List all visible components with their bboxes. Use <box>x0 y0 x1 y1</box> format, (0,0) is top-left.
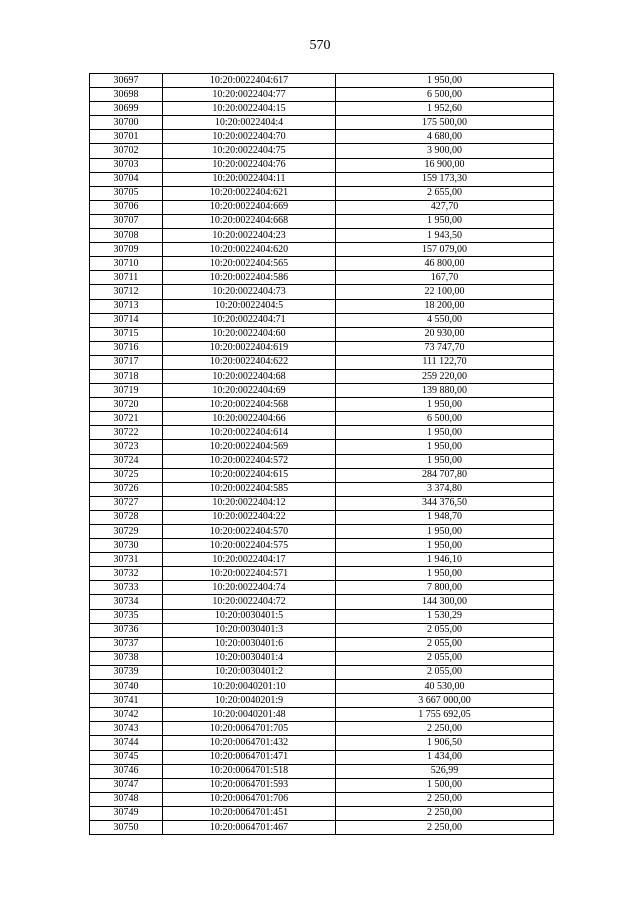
value-cell: 344 376,50 <box>336 496 554 510</box>
record-number-cell: 30744 <box>90 736 163 750</box>
cadastral-number-cell: 10:20:0022404:17 <box>163 553 336 567</box>
value-cell: 1 948,70 <box>336 510 554 524</box>
cadastral-number-cell: 10:20:0064701:467 <box>163 820 336 834</box>
cadastral-number-cell: 10:20:0022404:23 <box>163 229 336 243</box>
table-row <box>90 412 554 426</box>
cadastral-number-cell: 10:20:0022404:571 <box>163 567 336 581</box>
record-number-cell: 30716 <box>90 341 163 355</box>
cadastral-number-cell: 10:20:0022404:77 <box>163 88 336 102</box>
value-cell: 2 055,00 <box>336 665 554 679</box>
cadastral-number-cell: 10:20:0022404:614 <box>163 426 336 440</box>
table-row <box>90 665 554 679</box>
value-cell: 4 550,00 <box>336 313 554 327</box>
cadastral-number-cell: 10:20:0022404:620 <box>163 243 336 257</box>
table-row <box>90 750 554 764</box>
table-row <box>90 778 554 792</box>
table-row <box>90 102 554 116</box>
table-row <box>90 285 554 299</box>
cadastral-number-cell: 10:20:0030401:2 <box>163 665 336 679</box>
table-row <box>90 722 554 736</box>
value-cell: 1 906,50 <box>336 736 554 750</box>
record-number-cell: 30722 <box>90 426 163 440</box>
value-cell: 6 500,00 <box>336 412 554 426</box>
record-number-cell: 30701 <box>90 130 163 144</box>
table-row <box>90 144 554 158</box>
cadastral-number-cell: 10:20:0064701:471 <box>163 750 336 764</box>
cadastral-number-cell: 10:20:0040201:9 <box>163 694 336 708</box>
value-cell: 1 950,00 <box>336 525 554 539</box>
record-number-cell: 30724 <box>90 454 163 468</box>
record-number-cell: 30698 <box>90 88 163 102</box>
cadastral-number-cell: 10:20:0022404:71 <box>163 313 336 327</box>
record-number-cell: 30742 <box>90 708 163 722</box>
value-cell: 1 530,29 <box>336 609 554 623</box>
cadastral-number-cell: 10:20:0040201:48 <box>163 708 336 722</box>
table-row <box>90 398 554 412</box>
record-number-cell: 30736 <box>90 623 163 637</box>
table-row <box>90 214 554 228</box>
table-row <box>90 327 554 341</box>
table-row <box>90 623 554 637</box>
value-cell: 2 055,00 <box>336 637 554 651</box>
cadastral-number-cell: 10:20:0022404:617 <box>163 74 336 88</box>
value-cell: 2 655,00 <box>336 186 554 200</box>
record-number-cell: 30741 <box>90 694 163 708</box>
record-number-cell: 30739 <box>90 665 163 679</box>
record-number-cell: 30721 <box>90 412 163 426</box>
table-row <box>90 116 554 130</box>
table-row <box>90 482 554 496</box>
record-number-cell: 30738 <box>90 651 163 665</box>
record-number-cell: 30750 <box>90 820 163 834</box>
record-number-cell: 30708 <box>90 229 163 243</box>
value-cell: 259 220,00 <box>336 369 554 383</box>
record-number-cell: 30712 <box>90 285 163 299</box>
cadastral-number-cell: 10:20:0022404:70 <box>163 130 336 144</box>
record-number-cell: 30732 <box>90 567 163 581</box>
record-number-cell: 30729 <box>90 525 163 539</box>
table-row <box>90 299 554 313</box>
record-number-cell: 30710 <box>90 257 163 271</box>
cadastral-number-cell: 10:20:0022404:568 <box>163 398 336 412</box>
record-number-cell: 30743 <box>90 722 163 736</box>
table-row <box>90 229 554 243</box>
table-row <box>90 369 554 383</box>
value-cell: 1 950,00 <box>336 440 554 454</box>
value-cell: 1 950,00 <box>336 74 554 88</box>
value-cell: 1 950,00 <box>336 398 554 412</box>
table-row <box>90 792 554 806</box>
cadastral-number-cell: 10:20:0022404:75 <box>163 144 336 158</box>
value-cell: 1 950,00 <box>336 214 554 228</box>
page-number: 570 <box>309 38 331 53</box>
cadastral-number-cell: 10:20:0022404:615 <box>163 468 336 482</box>
cadastral-number-cell: 10:20:0022404:68 <box>163 369 336 383</box>
table-row <box>90 510 554 524</box>
value-cell: 3 900,00 <box>336 144 554 158</box>
value-cell: 2 250,00 <box>336 820 554 834</box>
cadastral-number-cell: 10:20:0064701:705 <box>163 722 336 736</box>
cadastral-number-cell: 10:20:0022404:12 <box>163 496 336 510</box>
value-cell: 18 200,00 <box>336 299 554 313</box>
table-row <box>90 257 554 271</box>
table-row <box>90 88 554 102</box>
cadastral-number-cell: 10:20:0022404:5 <box>163 299 336 313</box>
record-number-cell: 30723 <box>90 440 163 454</box>
record-number-cell: 30713 <box>90 299 163 313</box>
table-row <box>90 567 554 581</box>
value-cell: 4 680,00 <box>336 130 554 144</box>
value-cell: 22 100,00 <box>336 285 554 299</box>
cadastral-number-cell: 10:20:0022404:570 <box>163 525 336 539</box>
value-cell: 1 950,00 <box>336 426 554 440</box>
cadastral-number-cell: 10:20:0040201:10 <box>163 680 336 694</box>
cadastral-number-cell: 10:20:0022404:72 <box>163 595 336 609</box>
record-number-cell: 30718 <box>90 369 163 383</box>
record-number-cell: 30707 <box>90 214 163 228</box>
record-number-cell: 30719 <box>90 384 163 398</box>
value-cell: 284 707,80 <box>336 468 554 482</box>
value-cell: 167,70 <box>336 271 554 285</box>
value-cell: 526,99 <box>336 764 554 778</box>
cadastral-number-cell: 10:20:0030401:3 <box>163 623 336 637</box>
cadastral-number-cell: 10:20:0022404:565 <box>163 257 336 271</box>
table-row <box>90 694 554 708</box>
value-cell: 16 900,00 <box>336 158 554 172</box>
cadastral-number-cell: 10:20:0022404:572 <box>163 454 336 468</box>
table-row <box>90 341 554 355</box>
table-row <box>90 806 554 820</box>
record-number-cell: 30737 <box>90 637 163 651</box>
record-number-cell: 30702 <box>90 144 163 158</box>
record-number-cell: 30720 <box>90 398 163 412</box>
record-number-cell: 30699 <box>90 102 163 116</box>
record-number-cell: 30700 <box>90 116 163 130</box>
value-cell: 427,70 <box>336 200 554 214</box>
record-number-cell: 30749 <box>90 806 163 820</box>
value-cell: 175 500,00 <box>336 116 554 130</box>
table-row <box>90 651 554 665</box>
record-number-cell: 30715 <box>90 327 163 341</box>
value-cell: 2 250,00 <box>336 806 554 820</box>
record-number-cell: 30747 <box>90 778 163 792</box>
table-row <box>90 130 554 144</box>
cadastral-number-cell: 10:20:0022404:74 <box>163 581 336 595</box>
record-number-cell: 30733 <box>90 581 163 595</box>
record-number-cell: 30730 <box>90 539 163 553</box>
value-cell: 20 930,00 <box>336 327 554 341</box>
value-cell: 144 300,00 <box>336 595 554 609</box>
value-cell: 1 755 692,05 <box>336 708 554 722</box>
cadastral-number-cell: 10:20:0064701:518 <box>163 764 336 778</box>
registry-table <box>89 73 554 835</box>
record-number-cell: 30740 <box>90 680 163 694</box>
cadastral-number-cell: 10:20:0022404:15 <box>163 102 336 116</box>
value-cell: 1 950,00 <box>336 539 554 553</box>
table-row <box>90 454 554 468</box>
value-cell: 1 500,00 <box>336 778 554 792</box>
table-row <box>90 539 554 553</box>
value-cell: 1 952,60 <box>336 102 554 116</box>
value-cell: 2 250,00 <box>336 722 554 736</box>
cadastral-number-cell: 10:20:0022404:619 <box>163 341 336 355</box>
cadastral-number-cell: 10:20:0022404:622 <box>163 355 336 369</box>
table-row <box>90 271 554 285</box>
record-number-cell: 30728 <box>90 510 163 524</box>
record-number-cell: 30704 <box>90 172 163 186</box>
cadastral-number-cell: 10:20:0064701:593 <box>163 778 336 792</box>
cadastral-number-cell: 10:20:0022404:575 <box>163 539 336 553</box>
record-number-cell: 30711 <box>90 271 163 285</box>
table-row <box>90 708 554 722</box>
record-number-cell: 30734 <box>90 595 163 609</box>
cadastral-number-cell: 10:20:0022404:4 <box>163 116 336 130</box>
record-number-cell: 30706 <box>90 200 163 214</box>
cadastral-number-cell: 10:20:0022404:586 <box>163 271 336 285</box>
value-cell: 46 800,00 <box>336 257 554 271</box>
cadastral-number-cell: 10:20:0022404:60 <box>163 327 336 341</box>
cadastral-number-cell: 10:20:0030401:4 <box>163 651 336 665</box>
cadastral-number-cell: 10:20:0064701:451 <box>163 806 336 820</box>
cadastral-number-cell: 10:20:0022404:69 <box>163 384 336 398</box>
table-row <box>90 172 554 186</box>
table-body <box>90 74 554 835</box>
record-number-cell: 30731 <box>90 553 163 567</box>
cadastral-number-cell: 10:20:0022404:66 <box>163 412 336 426</box>
cadastral-number-cell: 10:20:0022404:11 <box>163 172 336 186</box>
value-cell: 1 950,00 <box>336 454 554 468</box>
value-cell: 40 530,00 <box>336 680 554 694</box>
table-row <box>90 496 554 510</box>
record-number-cell: 30727 <box>90 496 163 510</box>
value-cell: 111 122,70 <box>336 355 554 369</box>
cadastral-number-cell: 10:20:0022404:76 <box>163 158 336 172</box>
table-row <box>90 243 554 257</box>
value-cell: 2 055,00 <box>336 651 554 665</box>
cadastral-number-cell: 10:20:0022404:585 <box>163 482 336 496</box>
record-number-cell: 30703 <box>90 158 163 172</box>
value-cell: 3 667 000,00 <box>336 694 554 708</box>
cadastral-number-cell: 10:20:0022404:22 <box>163 510 336 524</box>
cadastral-number-cell: 10:20:0022404:569 <box>163 440 336 454</box>
value-cell: 2 055,00 <box>336 623 554 637</box>
cadastral-number-cell: 10:20:0022404:669 <box>163 200 336 214</box>
record-number-cell: 30709 <box>90 243 163 257</box>
cadastral-number-cell: 10:20:0064701:706 <box>163 792 336 806</box>
cadastral-number-cell: 10:20:0030401:5 <box>163 609 336 623</box>
record-number-cell: 30746 <box>90 764 163 778</box>
record-number-cell: 30714 <box>90 313 163 327</box>
table-row <box>90 74 554 88</box>
record-number-cell: 30725 <box>90 468 163 482</box>
table-row <box>90 158 554 172</box>
value-cell: 1 434,00 <box>336 750 554 764</box>
record-number-cell: 30717 <box>90 355 163 369</box>
table-row <box>90 468 554 482</box>
value-cell: 1 943,50 <box>336 229 554 243</box>
table-row <box>90 820 554 834</box>
cadastral-number-cell: 10:20:0030401:6 <box>163 637 336 651</box>
value-cell: 1 946,10 <box>336 553 554 567</box>
value-cell: 1 950,00 <box>336 567 554 581</box>
record-number-cell: 30745 <box>90 750 163 764</box>
table-row <box>90 581 554 595</box>
value-cell: 159 173,30 <box>336 172 554 186</box>
value-cell: 157 079,00 <box>336 243 554 257</box>
cadastral-number-cell: 10:20:0022404:73 <box>163 285 336 299</box>
cadastral-number-cell: 10:20:0022404:621 <box>163 186 336 200</box>
record-number-cell: 30705 <box>90 186 163 200</box>
table-row <box>90 637 554 651</box>
table-row <box>90 355 554 369</box>
value-cell: 7 800,00 <box>336 581 554 595</box>
cadastral-number-cell: 10:20:0022404:668 <box>163 214 336 228</box>
table-row <box>90 426 554 440</box>
table-row <box>90 440 554 454</box>
value-cell: 139 880,00 <box>336 384 554 398</box>
table-row <box>90 609 554 623</box>
table-row <box>90 680 554 694</box>
table-row <box>90 525 554 539</box>
value-cell: 6 500,00 <box>336 88 554 102</box>
record-number-cell: 30735 <box>90 609 163 623</box>
cadastral-number-cell: 10:20:0064701:432 <box>163 736 336 750</box>
table-row <box>90 736 554 750</box>
value-cell: 3 374,80 <box>336 482 554 496</box>
table-row <box>90 764 554 778</box>
table-row <box>90 186 554 200</box>
table-row <box>90 200 554 214</box>
table-row <box>90 553 554 567</box>
table-row <box>90 384 554 398</box>
record-number-cell: 30726 <box>90 482 163 496</box>
value-cell: 73 747,70 <box>336 341 554 355</box>
table-row <box>90 595 554 609</box>
record-number-cell: 30697 <box>90 74 163 88</box>
record-number-cell: 30748 <box>90 792 163 806</box>
table-row <box>90 313 554 327</box>
value-cell: 2 250,00 <box>336 792 554 806</box>
